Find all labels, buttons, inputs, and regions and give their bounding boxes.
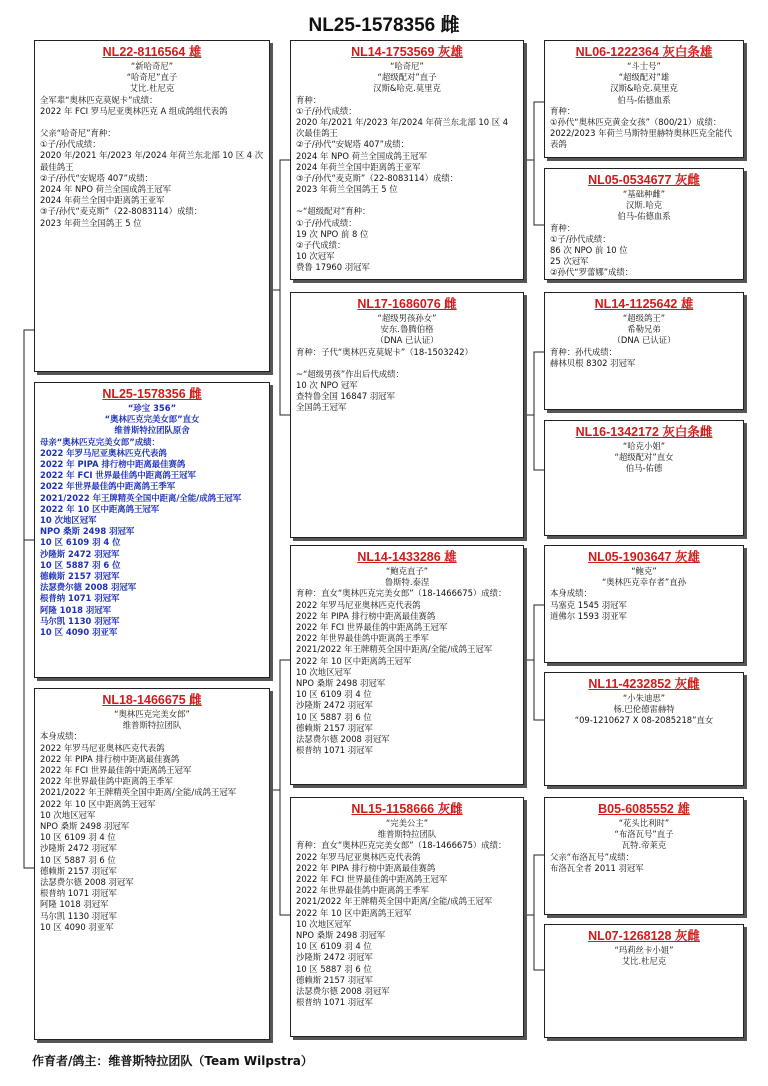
sire-ring-number: NL22-8116564 雄 [102, 45, 202, 59]
dds-details [550, 852, 738, 874]
breeder: 杨.巴伦德雷赫特 [613, 704, 675, 715]
bloodline: 伯马-佑德 [625, 463, 663, 474]
detail-line: 阿隆 1018 羽冠军 [40, 899, 109, 910]
detail-line [296, 358, 518, 369]
dam-dam-card [290, 797, 524, 1037]
sdd-header [550, 441, 738, 475]
dss-card [544, 545, 744, 663]
subject-header [40, 403, 264, 437]
detail-line: 10 区 4090 羽亚军 [40, 627, 118, 638]
detail-line: 2022 年 FCI 罗马尼亚奥林匹克 A 组成鸽组代表鸽 [40, 105, 228, 116]
dsd-card [544, 672, 744, 786]
detail-line: 25 次冠军 [550, 256, 589, 267]
detail-line: ②子/孙代“安妮塔 407”成绩： [40, 172, 154, 183]
detail-line: 10 区 5887 羽 6 位 [296, 711, 372, 722]
sire-dam-header [296, 313, 518, 347]
ddd-ring-number: NL07-1268128 灰雌 [588, 929, 700, 943]
detail-line: ①子/孙代成绩： [550, 233, 611, 244]
detail-line: 2022 年 FCI 世界最佳鸽中距离鸽王冠军 [40, 765, 192, 776]
detail-line: 2022 年罗马尼亚奥林匹克代表鸽 [296, 851, 421, 862]
sire-header [40, 61, 264, 95]
sire-dam-ring-number: NL17-1686076 雌 [357, 297, 457, 311]
sss-card [544, 40, 744, 158]
dna-note: （DNA 已认证） [375, 335, 439, 346]
detail-line: 赫林贝根 8302 羽冠军 [550, 357, 636, 368]
ssd-details [550, 223, 738, 279]
dam-ring-number: NL18-1466675 雌 [102, 693, 202, 707]
breeder: 汉斯.哈克 [625, 200, 663, 211]
dss-ring-number: NL05-1903647 灰雄 [588, 550, 700, 564]
detail-line: 2022 年 PIPA 排行榜中距离最佳赛鸽 [296, 862, 436, 873]
detail-line: 10 区 6109 羽 4 位 [40, 832, 116, 843]
detail-line: 德赖斯 2157 羽冠军 [296, 722, 373, 733]
dam-sire-ring-number: NL14-1433286 雄 [357, 550, 457, 564]
breeder: 艾比.杜尼克 [621, 956, 667, 967]
detail-line: 育种：直女“奥林匹克完美女郎”（18-1466675）成绩： [296, 588, 507, 599]
detail-line: 沙隆斯 2472 羽冠军 [296, 700, 373, 711]
dsd-header [550, 693, 738, 727]
sire-sire-card [290, 40, 524, 280]
sire-dam-details [296, 347, 518, 414]
detail-line: 父亲“哈奇尼”育种： [40, 128, 116, 139]
detail-line: 2022 年世界最佳鸽中距离鸽王季军 [296, 633, 429, 644]
dds-card [544, 797, 744, 915]
breeder: 维普斯特拉团队 [377, 829, 437, 840]
detail-line: 育种： [296, 94, 322, 105]
detail-line: 2022 年 FCI 世界最佳鸽中距离鸽王冠军 [40, 470, 196, 481]
nickname: “斗士号” [627, 61, 661, 71]
dam-sire-details [296, 588, 518, 756]
detail-line: 2022 年 10 区中距离鸽王冠军 [296, 655, 412, 666]
dam-sire-card [290, 545, 524, 785]
dam-dam-header [296, 818, 518, 840]
detail-line: 2023 年荷兰全国鸽王 5 位 [40, 217, 142, 228]
dss-header [550, 566, 738, 588]
detail-line: 育种： [550, 222, 576, 233]
detail-line: 2022 年 10 区中距离鸽王冠军 [40, 503, 160, 514]
detail-line: 法瑟费尔德 2008 羽冠军 [296, 986, 390, 997]
ssd-card [544, 168, 744, 280]
sds-card [544, 292, 744, 410]
detail-line: 马塞克 1545 羽冠军 [550, 599, 627, 610]
detail-line: 根普纳 1071 羽冠军 [296, 745, 373, 756]
detail-line: 法瑟费尔德 2008 羽冠军 [40, 877, 134, 888]
ssd-ring-number: NL05-0534677 灰雌 [588, 173, 700, 187]
detail-line: 2022 年 PIPA 排行榜中距离最佳赛鸽 [296, 610, 436, 621]
detail-line: 2022/2023 年荷兰马斯特里赫特奥林匹克全能代表鸽 [550, 128, 733, 150]
detail-line: 2020 年/2021 年/2023 年/2024 年荷兰东北部 10 区 4 次最佳鸽王 [40, 150, 264, 172]
detail-line: 育种：直女“奥林匹克完美女郎”（18-1466675）成绩： [296, 840, 507, 851]
detail-line: 德赖斯 2157 羽冠军 [40, 571, 120, 582]
detail-line: 2024 年 NPO 荷兰全国成鸽王冠军 [40, 184, 171, 195]
detail-line: 10 次冠军 [296, 251, 335, 262]
detail-line: 2022 年罗马尼亚奥林匹克代表鸽 [296, 599, 421, 610]
sire-sire-header [296, 61, 518, 95]
detail-line: 2024 年荷兰全国中距离鸽王亚军 [296, 161, 421, 172]
detail-line: 查特鲁全国 16847 羽冠军 [296, 391, 395, 402]
detail-line: 10 次地区冠军 [40, 515, 97, 526]
detail-line: ②子/孙代“安妮塔 407”成绩： [296, 139, 410, 150]
detail-line: 阿隆 1018 羽冠军 [40, 604, 112, 615]
nickname: “超级男孩孙女” [377, 313, 437, 323]
detail-line: 沙隆斯 2472 羽冠军 [40, 843, 117, 854]
breeder: 瓦特.帝莱克 [621, 840, 667, 851]
breeder: 汉斯&哈克.莫里克 [610, 83, 678, 94]
detail-line: 10 区 5887 羽 6 位 [40, 854, 116, 865]
detail-line: 10 次地区冠军 [40, 809, 96, 820]
detail-line [40, 117, 264, 128]
nickname: “鲍克直子” [385, 566, 429, 576]
detail-line: 根普纳 1071 羽冠军 [296, 997, 373, 1008]
detail-line: 2020 年/2021 年/2023 年/2024 年荷兰东北部 10 区 4 次最佳鸽王 [296, 117, 509, 139]
detail-line: 2024 年 NPO 荷兰全国成鸽王冠军 [296, 150, 427, 161]
detail-line: ③子/孙代“麦克斯”（22-8083114）成绩： [40, 206, 203, 217]
lineage: “09-1210627 X 08-2085218”直女 [574, 715, 714, 726]
dsd-ring-number: NL11-4232852 灰雌 [588, 677, 700, 691]
dam-header [40, 709, 264, 731]
detail-line: 10 次地区冠军 [296, 666, 352, 677]
breeder: 鲁斯特.泰涅 [384, 577, 430, 588]
detail-line: 86 次 NPO 前 10 位 [550, 245, 628, 256]
dam-dam-ring-number: NL15-1158666 灰雌 [351, 802, 463, 816]
nickname: “完美公主” [385, 818, 429, 828]
subject-nickname: “珍宝 356” [127, 403, 177, 413]
sdd-ring-number: NL16-1342172 灰白条雌 [575, 425, 713, 439]
subject-ring-number: NL25-1578356 雌 [102, 387, 202, 401]
dam-details [40, 731, 264, 933]
detail-line: ~“超级配对”育种： [296, 206, 371, 217]
sss-header [550, 61, 738, 106]
sire-sire-ring-number: NL14-1753569 灰雄 [351, 45, 463, 59]
bloodline: 伯马-佑德血系 [617, 94, 671, 105]
nickname: “超级鸽王” [622, 313, 666, 323]
detail-line: 10 区 6109 羽 4 位 [296, 689, 372, 700]
lineage: “布洛瓦号”直子 [614, 829, 674, 840]
detail-line: 2022 年世界最佳鸽中距离鸽王季军 [40, 481, 176, 492]
detail-line: ①孙代“奥林匹克黄金女孩”（800/21）成绩： [550, 117, 722, 128]
detail-line: 本身成绩： [550, 588, 592, 599]
ddd-card [544, 924, 744, 1038]
sire-details [40, 95, 264, 229]
lineage: “奥林匹克幸存者”直孙 [601, 577, 687, 588]
detail-line: NPO 桑斯 2498 羽冠军 [296, 678, 386, 689]
detail-line: 2022 年世界最佳鸽中距离鸽王季军 [296, 885, 429, 896]
dam-sire-header [296, 566, 518, 588]
detail-line: 全国鸽王冠军 [296, 402, 347, 413]
detail-line: 育种：子代“奥林匹克莫妮卡”（18-1503242） [296, 346, 473, 357]
sire-sire-details [296, 95, 518, 274]
detail-line: ①子/孙代成绩： [296, 105, 357, 116]
detail-line: ②孙代“罗蕾娜”成绩： [550, 267, 634, 278]
detail-line: 马尔凯 1130 羽冠军 [40, 615, 120, 626]
detail-line: 母亲“奥林匹克完美女郎”成绩： [40, 436, 160, 447]
detail-line: 2023 年荷兰全国鸽王 5 位 [296, 184, 398, 195]
detail-line: 2021/2022 年王牌精英全国中距离/全能/成鸽王冠军 [40, 787, 237, 798]
detail-line: ①子/孙代成绩： [40, 139, 101, 150]
detail-line: 2022 年 10 区中距离鸽王冠军 [40, 798, 156, 809]
dam-nickname: “奥林匹克完美女郎” [114, 709, 190, 719]
breeder: 安东.鲁腾伯格 [380, 324, 434, 335]
breeder: 希勒兄弟 [627, 324, 661, 335]
detail-line: 根普纳 1071 羽冠军 [40, 888, 117, 899]
detail-line: 2021/2022 年王牌精英全国中距离/全能/成鸽王冠军 [296, 896, 493, 907]
nickname: “哈克小姐” [622, 441, 666, 451]
detail-line: 2024 年荷兰全国中距离鸽王亚军 [40, 195, 165, 206]
detail-line: 2022 年 FCI 世界最佳鸽中距离鸽王冠军 [296, 874, 448, 885]
breeder-footer: 作育者/鸽主：维普斯特拉团队（Team Wilpstra） [32, 1054, 313, 1068]
dss-details [550, 588, 738, 622]
detail-line: 沙隆斯 2472 羽冠军 [296, 952, 373, 963]
subject-card [34, 382, 270, 678]
subject-details [40, 437, 264, 639]
detail-line: 法瑟费尔德 2008 羽冠军 [296, 734, 390, 745]
nickname: “小朱迪思” [622, 693, 666, 703]
detail-line: 本身成绩： [40, 731, 82, 742]
sire-breeder: 艾比.杜尼克 [129, 83, 175, 94]
sdd-card [544, 420, 744, 536]
detail-line [296, 195, 518, 206]
detail-line: 根普纳 1071 羽冠军 [40, 593, 120, 604]
sire-lineage: “哈奇尼”直子 [126, 72, 178, 83]
sire-nickname: “新哈奇尼” [130, 61, 174, 71]
detail-line: 10 区 5887 羽 6 位 [40, 559, 121, 570]
sss-details [550, 106, 738, 151]
detail-line: 育种： [550, 105, 576, 116]
detail-line: 2021/2022 年王牌精英全国中距离/全能/成鸽王冠军 [296, 644, 493, 655]
subject-lineage: “奥林匹克完美女郎”直女 [104, 414, 200, 425]
lineage: “超级配对”直子 [377, 72, 437, 83]
detail-line: 法瑟费尔德 2008 羽冠军 [40, 582, 137, 593]
bloodline: 伯马-佑德血系 [617, 211, 671, 222]
detail-line: ~“超级男孩”作出后代成绩： [296, 368, 404, 379]
detail-line: 2022 年罗马尼亚奥林匹克代表鸽 [40, 742, 165, 753]
detail-line: 10 区 4090 羽亚军 [40, 921, 114, 932]
detail-line: 道佛尔 1593 羽亚军 [550, 610, 627, 621]
nickname: “玛莉丝卡小姐” [614, 945, 674, 955]
detail-line: 10 区 6109 羽 4 位 [40, 537, 121, 548]
detail-line: 10 次地区冠军 [296, 918, 352, 929]
dam-dam-details [296, 840, 518, 1008]
detail-line: 德赖斯 2157 羽冠军 [296, 974, 373, 985]
detail-line: NPO 桑斯 2498 羽冠军 [40, 526, 135, 537]
detail-line: 德赖斯 2157 羽冠军 [40, 865, 117, 876]
sds-ring-number: NL14-1125642 雄 [594, 297, 694, 311]
detail-line: 费鲁 17960 羽冠军 [296, 262, 370, 273]
detail-line: 2022 年 10 区中距离鸽王冠军 [296, 907, 412, 918]
detail-line: 10 次 NPO 冠军 [296, 380, 358, 391]
sds-details [550, 347, 738, 369]
dds-ring-number: B05-6085552 雄 [598, 802, 690, 816]
detail-line: 2022 年罗马尼亚奥林匹克代表鸽 [40, 447, 167, 458]
detail-line: ①子/孙代成绩： [296, 217, 357, 228]
detail-line: 2022 年 PIPA 排行榜中距离最佳赛鸽 [40, 753, 180, 764]
detail-line: 沙隆斯 2472 羽冠军 [40, 548, 120, 559]
detail-line: NPO 桑斯 2498 羽冠军 [296, 930, 386, 941]
detail-line: 育种：孙代成绩： [550, 346, 617, 357]
sss-ring-number: NL06-1222364 灰白条雄 [575, 45, 713, 59]
sds-header [550, 313, 738, 347]
detail-line: 10 区 5887 羽 6 位 [296, 963, 372, 974]
lineage: “超级配对”直女 [614, 452, 674, 463]
detail-line: 2021/2022 年王牌精英全国中距离/全能/成鸽王冠军 [40, 492, 242, 503]
dna-note: （DNA 已认证） [612, 335, 676, 346]
detail-line: ③子/孙代“麦克斯”（22-8083114）成绩： [296, 173, 459, 184]
nickname: “基础种雌” [622, 189, 666, 199]
nickname: “花头比利时” [618, 818, 670, 828]
detail-line: 10 区 6109 羽 4 位 [296, 941, 372, 952]
detail-line: 2022 年世界最佳鸽中距离鸽王季军 [40, 776, 173, 787]
subject-breeder: 维普斯特拉团队原舍 [114, 425, 190, 436]
detail-line: 父亲“布洛瓦号”成绩： [550, 851, 635, 862]
dds-header [550, 818, 738, 852]
sire-dam-card [290, 292, 524, 538]
ddd-header [550, 945, 738, 967]
detail-line: 2022 年 FCI 世界最佳鸽中距离鸽王冠军 [296, 622, 448, 633]
sire-card [34, 40, 270, 372]
detail-line: NPO 桑斯 2498 羽冠军 [40, 821, 130, 832]
detail-line: 全军辈“奥林匹克莫妮卡”成绩： [40, 94, 158, 105]
dam-card [34, 688, 270, 1040]
ssd-header [550, 189, 738, 223]
page-title: NL25-1578356 雌 [308, 15, 460, 36]
nickname: “鲍克” [631, 566, 657, 576]
lineage: “超级配对”雄 [618, 72, 670, 83]
detail-line: 19 次 NPO 前 8 位 [296, 228, 369, 239]
dam-breeder: 维普斯特拉团队 [122, 720, 182, 731]
breeder: 汉斯&哈克.莫里克 [373, 83, 441, 94]
detail-line: ②子代成绩： [296, 240, 346, 251]
detail-line: 2022 年 PIPA 排行榜中距离最佳赛鸽 [40, 459, 186, 470]
nickname: “哈奇尼” [390, 61, 424, 71]
detail-line: 布洛瓦全者 2011 羽冠军 [550, 862, 644, 873]
detail-line: 马尔凯 1130 羽冠军 [40, 910, 117, 921]
